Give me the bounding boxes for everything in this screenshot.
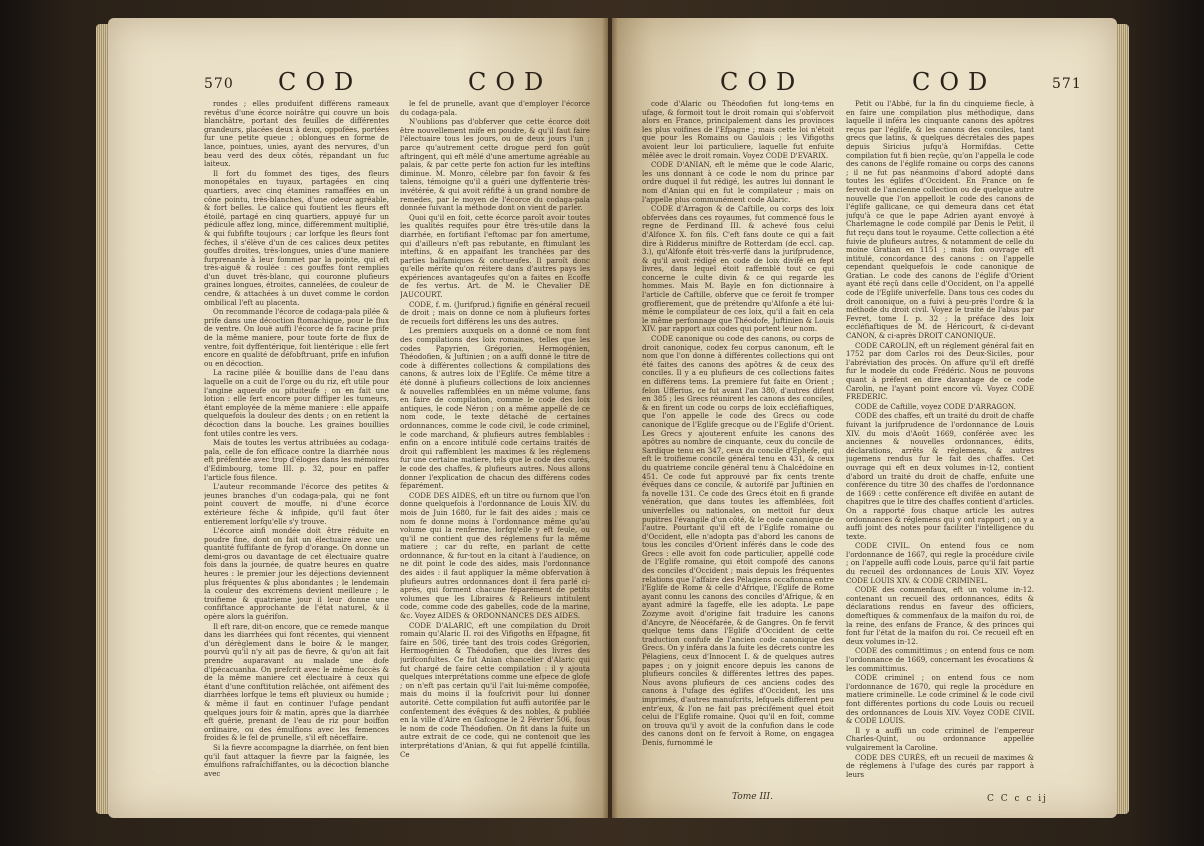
paragraph: CODE de Caftille, voyez CODE D'ARRAGON.: [855, 401, 1016, 411]
volume-label: Tome III.: [732, 792, 773, 802]
paragraph: Il eft rare, dit-on encore, que ce remede manque dans les diarrhées qui font récentes, qui viennent d'un dérèglement dans le boire & le manger, pourvû qu'il n'y ait pas de fievre, & qu'on ait fait prendre auparavant au malade une dofe d'ipécacuanha. On prefcrit avec le même fuccès & de la même maniere cet électuaire à ceux qui étant d'une conftitution relâchée, ont aifément des diarrhées lorfque le tems eft pluvieux ou humide ; & même il faut en continuer l'ufage pendant quelques jours foir & matin, après que la diarrhée eft guérie, prenant de l'eau de riz pour boiffon ordinaire, ou des émulfions avec les femences froides & le fel de prunelle, s'il eft néceffaire.: [204, 621, 389, 743]
paragraph: L'auteur recommande l'écorce des petites & jeunes branches d'un codaga-pala, qui ne font point couvert de mouffe, ni d'une écorce extérieure féche & infipide, qu'il faut ôter entierement lorfqu'elle s'y trouve.: [204, 482, 389, 526]
left-page-column-2: [400, 100, 590, 818]
left-page-header: [108, 68, 608, 102]
left-page: [108, 18, 608, 818]
paragraph: CODE, f. m. (Jurifprud.) fignifie en général recueil de droit ; mais on donne ce nom à plufieurs fortes de recueils fort différens les uns des autres.: [400, 299, 590, 326]
page-number: 571: [1052, 76, 1082, 92]
paragraph: CODE canonique ou code des canons, ou corps de droit canonique, codex feu corpus canonum, eft le nom que l'on donne à différentes collections qui ont été faites des canons des apôtres & de ceux des conciles. Il y a eu plufieurs de ces collections faites en différens tems. La premiere fut faite en Orient ; felon Ufferius, ce fut avant l'an 380, d'autres difent en 385 ; les Grecs réunirent les canons des conciles, & en firent un code ou corps de loix eccléfiaftiques, que l'on appelle le code des Grecs ou code canonique de l'Eglife grecque ou de l'Eglife d'Orient. Les Grecs y ajouterent enfuite les canons des apôtres au nombre de cinquante, ceux du concile de Sardique tenu en 347, ceux du concile d'Ephefe, qui eft le troifieme concile général tenu en 431, & ceux du quatrieme concile général tenu à Chalcédoine en 451. Ce code fut approuvé par fix cents trente évêques dans ce concile, & autorifé par Juftinien en fa novelle 131. Ce code des Grecs étoit en fi grande vénération, que dans toutes les affemblées, foit univerfelles ou nationales, on mettoit fur deux pupitres l'évangile d'un côté, & le code canonique de l'autre. Pourtant qu'il eft de l'Eglife romaine ou d'Occident, elle n'adopta pas d'abord les canons de tous les conciles d'Orient inférés dans le code des Grecs : elle avoit fon code particulier, appellé code de l'Eglife romaine, qui étoit compofé des canons des conciles d'Occident ; mais depuis les fréquentes relations que l'affaire des Pélagiens occafionna entre l'Eglife de Rome & celle d'Afrique, l'Eglife de Rome ayant connu les canons des conciles d'Afrique, & en ayant admiré la fageffe, elle les adopta. Le pape Zozyme avoit d'origine fait traduire les canons d'Ancyre, de Néocéfarée, & de Gangres. On fe fervit quelque tems dans l'Eglife d'Occident de cette traduction confufe de l'ancien code canonique des Grecs. On y inféra dans la fuite les décrets contre les Pélagiens, ceux d'Innocent I. & de quelques autres papes ; on y joignit encore depuis les canons de plufieurs conciles & différentes lettres des papes. Nous avons plufieurs de ces anciens codes des canons à l'ufage des églifes d'Occident, les uns imprimés, d'autres manufcrits, lefquels different peu entr'eux, & l'on ne fait pas précifément quel étoit celui de l'Eglife romaine. Quoi qu'il en foit, comme on trouva qu'il y avoit de la confufion dans le code des canons dont on fe fervoit à Rome, on engagea Denis, furnommé le: [642, 334, 834, 747]
paragraph: N'oublions pas d'obferver que cette écorce doit être nouvellement mife en poudre, & qu'il faut faire l'électuaire tous les jours, ou de deux jours l'un ; parce qu'autrement cette drogue perd fon goût aftringent, qui eft mêlé d'une amertume agréable au palais, & par cette perte fon action fur les inteftins diminue. M. Monro, célebre par fon favoir & fes talens, témoigne qu'il a guéri une dyffenterie très-invétérée, & qui avoit réfifté à un grand nombre de remedes, par le moyen de l'écorce du codaga-pala donnée fuivant la méthode dont on vient de parler.: [400, 117, 590, 213]
paragraph: rondes ; elles produifent différens rameaux revêtus d'une écorce noirâtre qui couvre un bois blanchâtre, portant des feuilles de différentes grandeurs, placées deux à deux, oppofées, portées fur une petite queue ; oblongues en forme de lance, pointues, unies, ayant des nervures, d'un beau verd des deux côtés, répandant un fuc laiteux.: [204, 100, 389, 169]
paragraph: Petit ou l'Abbé, fur la fin du cinquieme fiecle, à en faire une compilation plus méthodique, dans laquelle il inféra les cinquante canons des apôtres reçus par l'églife, & les canons des conciles, tant grecs que latins, & quelques décrétales des papes depuis Siricius jufqu'à Hormifdas. Cette compilation fut fi bien reçûe, qu'on l'appella le code des canons de l'églife romaine ou corps des canons ; il ne fut pas néanmoins d'abord adopté dans toutes les églifes d'Occident. En France on fe fervoit de l'ancienne collection ou de quelque autre nouvelle que l'on appelloit le code des canons de l'églife gallicane, ce qui demeura dans cet état jufqu'à ce que le pape Adrien ayant envoyé à Charlemagne le code compilé par Denis le Petit, il fut reçu dans tout le royaume. Cette collection a été fuivie de plufieurs autres, & notamment de celle du moine Gratian en 1151 ; mais fon ouvrage eft intitulé, concordance des canons : on l'appelle cependant quelquefois le code canonique de Gratian. Le code des canons de l'églife d'Orient ayant été reçû dans celle d'Occident, on l'a appellé code de l'Eglife univerfelle. Dans tous ces codes du droit canonique, on a fuivi à peu-près l'ordre & la méthode du droit civil. Voyez le traité de l'abus par Fevret, tome I. p. 32 ; la préface des loix eccléfiaftiques de M. de Héricourt, & ci-devant CANON, & ci-après DROIT CANONIQUE.: [846, 100, 1034, 341]
right-page: [612, 18, 1117, 818]
paragraph: Les premiers auxquels on a donné ce nom font des compilations des loix romaines, telles que les codes Papyrien, Grégorien, Hermogénien, Théodofien, & Juftinien ; on a auffi donné le titre de code à différentes collections & compilations des canons, & autres loix de l'Eglife. Ce même titre a été donné à plufieurs collections de loix anciennes & nouvelles raffemblées en un même volume, fans en faire de compilation, comme le code des loix antiques, le code Néron ; on a même appellé de ce nom code, le texte détaché de certaines ordonnances, comme le code civil, le code criminel, le code marchand, & plufieurs autres femblables : enfin on a encore intitulé code certains traités de droit qui raffemblent les maximes & les réglemens fur une certaine matiere, tels que le code des curés, le code des chaffes, & plufieurs autres. Nous allons donner l'explication de chacun des différens codes féparément.: [400, 326, 590, 491]
running-head: COD: [278, 68, 363, 96]
running-head: COD: [720, 68, 805, 96]
paragraph: CODE CIVIL. On entend fous ce nom l'ordonnance de 1667, qui regle la procédure civile ; on l'appelle auffi code Louis, parce qu'il fait partie du recueil des ordonnances de Louis XIV. Voyez CODE LOUIS XIV. & CODE CRIMINEL.: [846, 541, 1034, 585]
paragraph: Si la fievre accompagne la diarrhée, on fent bien qu'il faut attaquer la fievre par la faignée, les émulfions rafraîchiffantes, ou la décoction blanche avec: [204, 742, 389, 778]
paragraph: code d'Alaric ou Théodofien fut long-tems en ufage, & formoit tout le droit romain qui s'obfervoit alors en France, principalement dans les provinces les plus voifines de l'Efpagne ; mais cette loi n'étoit que pour les Romains ou Gaulois ; les Vifigoths avoient leur loi particuliere, laquelle fut enfuite mêlée avec le droit romain. Voyez CODE D'EVARIX.: [642, 100, 834, 160]
paragraph: CODE d'Arragon & de Caftille, ou corps des loix obfervées dans ces royaumes, fut commencé fous le regne de Ferdinand III. & achevé fous celui d'Alfonce X. fon fils. C'eft fans doute ce qui a fait dire à Ridderus miniftre de Rotterdam (de eccl. cap. 3.), qu'Alfonfe étoit très-verfé dans la jurifprudence, & qu'il avoit rédigé en code de loix divifé en fept livres, dans lequel étoit raffemblé tout ce qui concerne le culte divin & ce qui regarde les hommes. Mais M. Bayle en fon dictionnaire à l'article de Caftille, obferve que ce feroit fe tromper groffierement, que de prétendre qu'Alfonfe a été lui-même le compilateur de ces loix, qu'il a fait en cela le même perfonnage que Théodofe, Juftinien & Louis XIV. par rapport aux codes qui portent leur nom.: [642, 204, 834, 334]
right-page-column-1: [642, 100, 834, 818]
paragraph: On recommande l'écorce de codaga-pala pilée & prife dans une décoction ftomachique, pour le flux de ventre. On louë auffi l'écorce de fa racine prife de la même maniere, pour toute forte de flux de ventre, foit dyffentérique, foit lientérique : elle fert encore en qualité de défobftruant, prife en infufion ou en décoction.: [204, 307, 389, 368]
left-page-column-1: [204, 100, 389, 818]
paragraph: CODE DES CURÉS, eft un recueil de maximes & de réglemens à l'ufage des curés par rapport à leurs: [846, 752, 1034, 779]
paragraph: CODE D'ALARIC, eft une compilation du Droit romain qu'Alaric II. roi des Vifigoths en Efpagne, fit faire en 506, tirée tant des trois codes Grégorien, Hermogénien & Théodofien, que des livres des jurifconfultes. Ce fut Anian chancelier d'Alaric qui fut chargé de faire cette compilation : il y ajouta quelques interprétations comme une efpece de glofe ; on n'eft pas certain qu'il l'ait lui-même compofée, mais du moins il la foufcrivit pour lui donner autorité. Cette compilation fut auffi autorifée par le confentement des évêques & des nobles, & publiée en la ville d'Aire en Gafcogne le 2 Février 506, fous le nom de code Théodofien. On fit dans la fuite un autre extrait de ce code, qui ne contenoit que les interprétations d'Anian, & qui fut appellé fcintilla. Ce: [400, 620, 590, 759]
right-page-header: [612, 68, 1117, 102]
paragraph: Il y a auffi un code criminel de l'empereur Charles-Quint, ou ordonnance appellée vulgairement la Caroline.: [846, 725, 1034, 752]
paragraph: CODE des committimus ; on entend fous ce nom l'ordonnance de 1669, concernant les évocations & les committimus.: [846, 646, 1034, 673]
running-head: COD: [468, 68, 553, 96]
running-head: COD: [912, 68, 997, 96]
paragraph: L'écorce ainfi mondée doit être réduite en poudre fine, dont on fait un électuaire avec une quantité fuffifante de fyrop d'orange. On donne un demi-gros ou davantage de cet électuaire quatre fois dans la journée, de quatre heures en quatre heures : le premier jour les déjections deviennent plus fréquentes & plus abondantes ; le lendemain la couleur des excrémens devient meilleure ; le troifieme & quatrieme jour il leur donne une confiftance approchante de l'état naturel, & il opère alors la guérifon.: [204, 526, 389, 622]
paragraph: CODE CAROLIN, eft un réglement général fait en 1752 par dom Carlos roi des Deux-Siciles, pour l'abréviation des procès. On affure qu'il eft dreffé fur le modele du code Frédéric. Nous ne pouvons quant à préfent en dire davantage de ce code Carolin, ne l'ayant point encore vû. Voyez CODE FREDERIC.: [846, 340, 1034, 402]
paragraph: le fel de prunelle, avant que d'employer l'écorce du codaga-pala.: [400, 100, 590, 117]
page-number: 570: [204, 76, 234, 92]
paragraph: Il fort du fommet des tiges, des fleurs monopétales en tuyaux, partagées en cinq quartiers, avec cinq étamines ramaffées en un cône pointu, très-blanches, d'une odeur agréable, & fort belles. Le calice qui foutient les fleurs eft étoilé, partagé en cinq quartiers, appuyé fur un pédicule affez long, mince, différemment multiplié, & qui fubfifte toujours ; car lorfque les fleurs font féches, il s'élève d'un de ces calices deux petites gouffes droites, très-longues, unies d'une maniere furprenante à leur fommet par la pointe, qui eft très-aiguë & roulée : ces gouffes font remplies d'un duvet très-blanc, qui couronne plufieurs graines longues, étroites, cannelées, de couleur de cendre, & attachées à un duvet comme le cordon ombilical l'eft au placenta.: [204, 168, 389, 307]
paragraph: Mais de toutes les vertus attribuées au codaga-pala, celle de fon efficace contre la diarrhée nous eft préfentée avec trop d'éloges dans les mémoires d'Edimbourg, tome III. p. 32, pour en paffer l'article fous filence.: [204, 438, 389, 482]
paragraph: Quoi qu'il en foit, cette écorce paroît avoir toutes les qualités requifes pour être très-utile dans la diarrhée, en fortifiant l'eftomac par fon amertume, qui d'ailleurs n'eft pas rebutante, en ftimulant les inteftins, & en appaifant les tranchées par des parties balfamiques & onctueufes. Il paroît donc qu'elle mérite qu'on réitere dans d'autres pays les expériences avantageufes qu'on a faites en Ecoffe de fes vertus. Art. de M. le Chevalier DE JAUCOURT.: [400, 212, 590, 300]
paragraph: CODE criminel ; on entend fous ce nom l'ordonnance de 1670, qui regle la procédure en matiere criminelle. Le code criminel & le code civil font différentes portions du code Louis ou recueil des ordonnances de Louis XIV. Voyez CODE CIVIL & CODE LOUIS.: [846, 673, 1034, 726]
right-page-edges: [1115, 24, 1129, 814]
paragraph: CODE des chaffes, eft un traité du droit de chaffe fuivant la jurifprudence de l'ordonnance de Louis XIV. du mois d'Août 1669, conférée avec les anciennes & nouvelles ordonnances, édits, déclarations, arrêts & réglemens, & autres jugemens rendus fur le fait des chaffes. Cet ouvrage qui eft en deux volumes in-12, contient d'abord un traité du droit de chaffe, enfuite une conférence du titre 30 des chaffes de l'ordonnance de 1669 : cette conférence eft divifée en autant de chapitres que le titre des chaffes contient d'articles. On a rapporté fous chaque article les autres ordonnances & réglemens qui y ont rapport ; on y a auffi joint des notes pour faciliter l'intelligence du texte.: [846, 411, 1034, 541]
signature-mark: C C c c ij: [987, 794, 1048, 804]
paragraph: CODE DES AIDES, eft un titre ou furnom que l'on donne quelquefois à l'ordonnance de Louis XIV. du mois de Juin 1680, fur le fait des aides ; mais ce nom fe donne moins à l'ordonnance même qu'au volume qui la renferme, lorfqu'elle y eft feule, ou qu'il ne contient que des réglemens fur la même matiere ; car du refte, en parlant de cette ordonnance, & fur-tout en la citant à l'audience, on ne dit point le code des aides, mais l'ordonnance des aides : il faut appliquer la même obfervation à plufieurs autres ordonnances dont il fera parlé ci-après, qui forment chacune féparément de petits volumes que les Libraires & Relieurs intitulent code, comme code des gabelles, code de la marine, &c. Voyez AIDES & ORDONNANCES DES AIDES.: [400, 490, 590, 621]
right-page-column-2: [846, 100, 1034, 818]
book-gutter: [602, 18, 618, 818]
paragraph: CODE des commenfaux, eft un volume in-12. contenant un recueil des ordonnances, édits & déclarations rendus en faveur des officiers, domeftiques & commenfaux de la maifon du roi, de la reine, des enfans de France, & des princes qui font fur l'état de la maifon du roi. Ce recueil eft en deux volumes in-12.: [846, 585, 1034, 646]
paragraph: La racine pilée & bouillie dans de l'eau dans laquelle on a cuit de l'orge ou du riz, eft utile pour l'angine aqueufe ou pituiteufe ; on en fait une lotion : elle fert encore pour diffiper les tumeurs, étant employée de la même maniere : elle appaife quelquefois la douleur des dents ; on en retient la décoction dans la bouche. Les graines bouillies font utiles contre les vers.: [204, 368, 389, 438]
paragraph: CODE D'ANIAN, eft le même que le code Alaric, les uns donnant à ce code le nom du prince par ordre duquel il fut rédigé, les autres lui donnant le nom d'Anian qui en fut le compilateur ; mais on l'appelle plus communément code Alaric.: [642, 160, 834, 204]
